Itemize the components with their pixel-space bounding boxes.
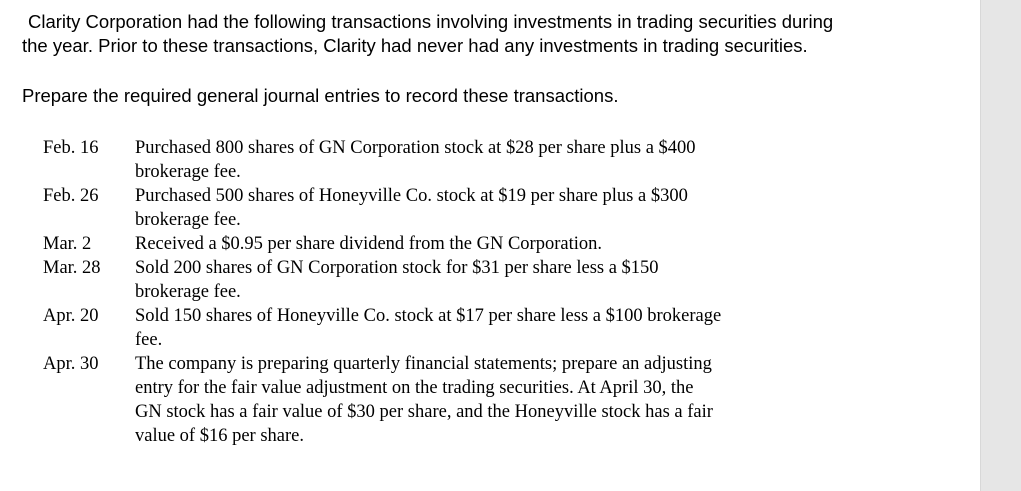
right-side-panel	[980, 0, 1021, 491]
description-line: Sold 200 shares of GN Corporation stock for $31 per share less a $150	[135, 258, 659, 278]
description-line: GN stock has a fair value of $30 per share, and the Honeyville stock has a fair	[135, 402, 713, 422]
transaction-description	[135, 256, 803, 304]
transaction-apr-20	[43, 304, 803, 352]
description-line: brokerage fee.	[135, 210, 241, 230]
transaction-description	[135, 232, 803, 256]
transaction-description	[135, 304, 803, 352]
problem-instruction: Prepare the required general journal entries to record these transactions.	[22, 85, 619, 106]
transaction-date: Mar. 2	[43, 234, 92, 254]
description-line: Purchased 800 shares of GN Corporation stock at $28 per share plus a $400	[135, 138, 696, 158]
intro-line-2: the year. Prior to these transactions, Clarity had never had any investments in trading securities.	[22, 35, 808, 56]
transaction-date: Feb. 26	[43, 186, 99, 206]
description-line: Purchased 500 shares of Honeyville Co. stock at $19 per share plus a $300	[135, 186, 688, 206]
description-line: Sold 150 shares of Honeyville Co. stock at $17 per share less a $100 brokerage	[135, 306, 722, 326]
intro-line-1: Clarity Corporation had the following transactions involving investments in trading securities during	[28, 11, 834, 32]
description-line: value of $16 per share.	[135, 426, 305, 446]
description-line: brokerage fee.	[135, 282, 241, 302]
transaction-description	[135, 184, 803, 232]
transaction-date: Mar. 28	[43, 258, 101, 278]
transaction-apr-30	[43, 352, 803, 448]
transaction-date: Apr. 20	[43, 306, 99, 326]
transaction-mar-2	[43, 232, 803, 256]
transactions-list	[43, 136, 803, 448]
transaction-description	[135, 136, 803, 184]
transaction-feb-26	[43, 184, 803, 232]
description-line: Received a $0.95 per share dividend from the GN Corporation.	[135, 234, 602, 254]
transaction-date: Apr. 30	[43, 354, 99, 374]
problem-intro	[22, 10, 962, 58]
description-line: The company is preparing quarterly financial statements; prepare an adjusting	[135, 354, 712, 374]
transaction-feb-16	[43, 136, 803, 184]
description-line: fee.	[135, 330, 163, 350]
transaction-date: Feb. 16	[43, 138, 99, 158]
description-line: brokerage fee.	[135, 162, 241, 182]
description-line: entry for the fair value adjustment on the trading securities. At April 30, the	[135, 378, 694, 398]
transaction-description	[135, 352, 803, 448]
transaction-mar-28	[43, 256, 803, 304]
